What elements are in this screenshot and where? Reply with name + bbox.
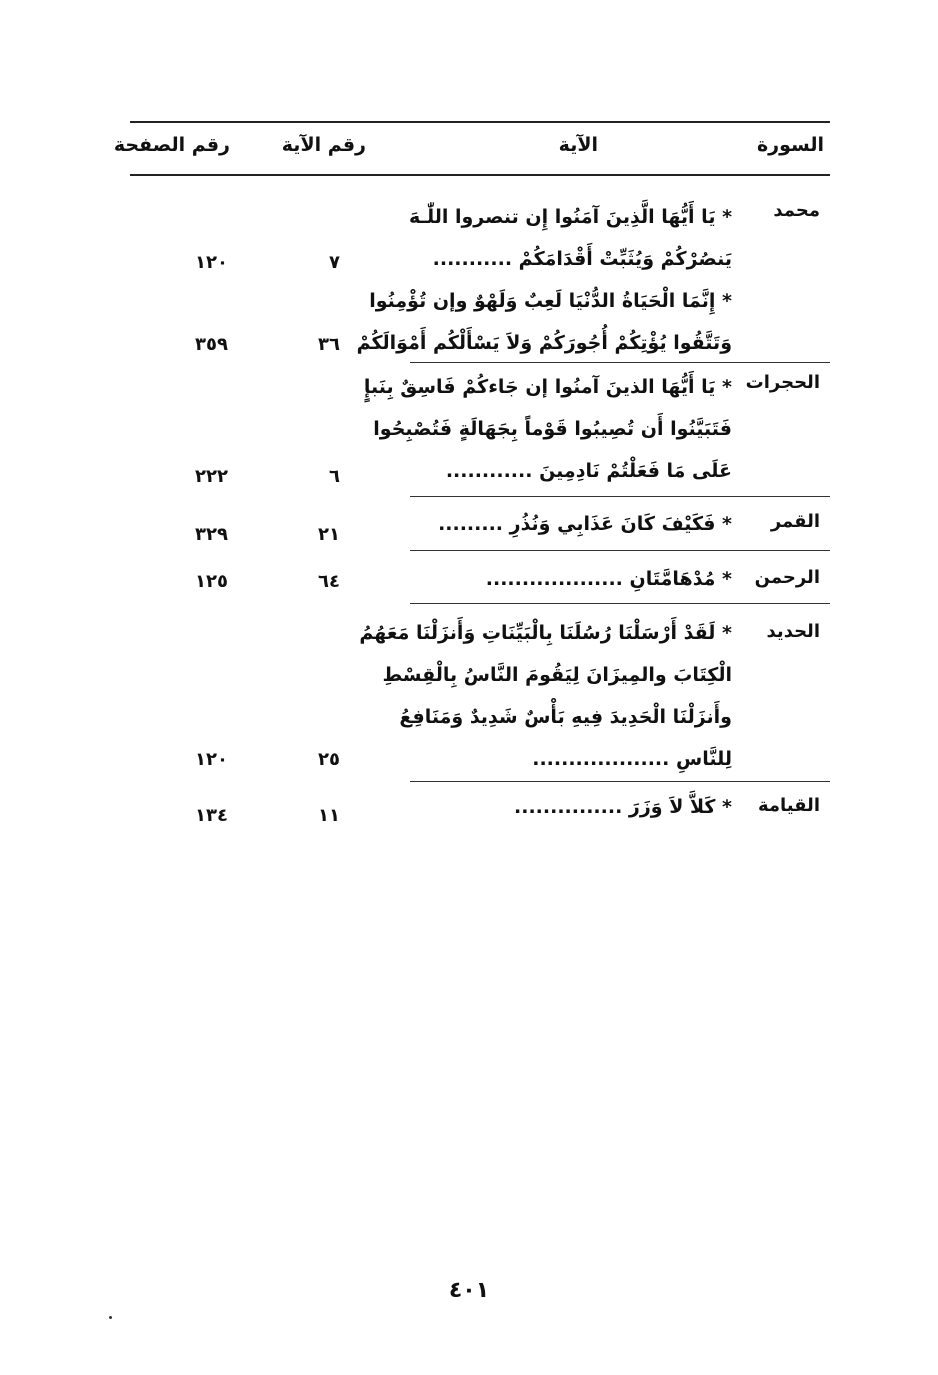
scan-speck [109, 1316, 112, 1319]
table-row-verse-number: ٧ [329, 252, 340, 273]
verse-line: عَلَى مَا فَعَلْتُمْ نَادِمِينَ ............ [445, 460, 732, 482]
table-row-surah: الحجرات [745, 372, 820, 393]
verse-line: الْكِتَابَ والمِيزَانَ لِيَقُومَ النَّاسُ بِالْقِسْطِ [382, 664, 732, 686]
verse-line: * كَلاَّ لاَ وَزَرَ ............... [514, 796, 732, 818]
verse-line: * مُدْهَامَّتَانِ ................... [485, 568, 732, 590]
table-row-page-number: ١٢٠ [195, 252, 228, 273]
table-row-page-number: ٣٥٩ [195, 334, 228, 355]
section-divider [410, 362, 830, 363]
table-row-verse-number: ٦٤ [318, 571, 340, 592]
table-row-verse-number: ٢١ [318, 524, 340, 545]
table-row-surah: القمر [770, 511, 820, 532]
table-row-verse [356, 280, 732, 364]
verse-line: * يَا أَيُّهَا الذينَ آمنُوا إن جَاءكُمْ فَاسِقٌ بِنَبإٍ [363, 376, 732, 398]
section-divider [410, 496, 830, 497]
page-number-footer: ٤٠١ [448, 1278, 490, 1303]
verse-line: يَنصُرْكُمْ وَيُثَبِّتْ أَقْدَامَكُمْ ........... [432, 248, 732, 270]
table-row-verse-number: ١١ [318, 805, 340, 826]
table-row-verse [407, 558, 732, 600]
table-row-verse [407, 786, 732, 828]
table-row-surah: الرحمن [754, 567, 820, 588]
section-divider [410, 603, 830, 604]
verse-line: * فَكَيْفَ كَانَ عَذَابِي وَنُذُرِ ......... [438, 513, 732, 535]
header-surah: السورة [756, 134, 824, 156]
table-row-verse [359, 612, 732, 780]
table-row-verse-number: ٢٥ [318, 749, 340, 770]
table-row-surah: القيامة [757, 795, 820, 816]
header-verse: الآية [558, 134, 598, 156]
verse-line: وَتَتَّقُوا يُؤْتِكُمْ أُجُورَكُمْ وَلاَ يَسْأَلْكُم أَمْوَالَكُمْ [356, 332, 732, 354]
verse-line: * لَقَدْ أَرْسَلْنَا رُسُلَنَا بِالْبَيِّنَاتِ وَأَنزَلْنَا مَعَهُمُ [359, 622, 732, 644]
table-row-verse [407, 196, 732, 280]
table-row-verse-number: ٦ [329, 466, 340, 487]
table-header-rule [130, 174, 830, 176]
verse-line: وأَنزَلْنَا الْحَدِيدَ فِيهِ بَأْسٌ شَدِيدٌ وَمَنَافِعُ [399, 706, 732, 728]
table-row-verse [407, 503, 732, 545]
verse-line: * يَا أَيُّهَا الَّذِينَ آمَنُوا إِن تنصروا اللّٰـهَ [408, 206, 732, 228]
table-row-surah: محمد [773, 200, 820, 221]
table-row-page-number: ١٣٤ [195, 805, 228, 826]
verse-line: * إِنَّمَا الْحَيَاةُ الدُّنْيَا لَعِبٌ وَلَهْوٌ وإن تُؤْمِنُوا [369, 290, 732, 312]
header-page-number: رقم الصفحة [113, 134, 230, 156]
verse-line: لِلنَّاسِ ................... [532, 748, 732, 770]
section-divider [410, 550, 830, 551]
table-row-verse [363, 366, 732, 492]
table-row-verse-number: ٣٦ [318, 334, 340, 355]
table-row-page-number: ١٢٥ [195, 571, 228, 592]
table-row-page-number: ٣٢٩ [195, 524, 228, 545]
table-row-page-number: ١٢٠ [195, 749, 228, 770]
table-row-page-number: ٢٢٢ [195, 466, 228, 487]
table-top-rule [130, 121, 830, 123]
header-verse-number: رقم الآية [281, 134, 366, 156]
section-divider [410, 781, 830, 782]
verse-line: فَتَبَيَّنُوا أَن تُصِيبُوا قَوْماً بِجَهَالَةٍ فَتُصْبِحُوا [373, 418, 732, 440]
table-row-surah: الحديد [766, 621, 820, 642]
